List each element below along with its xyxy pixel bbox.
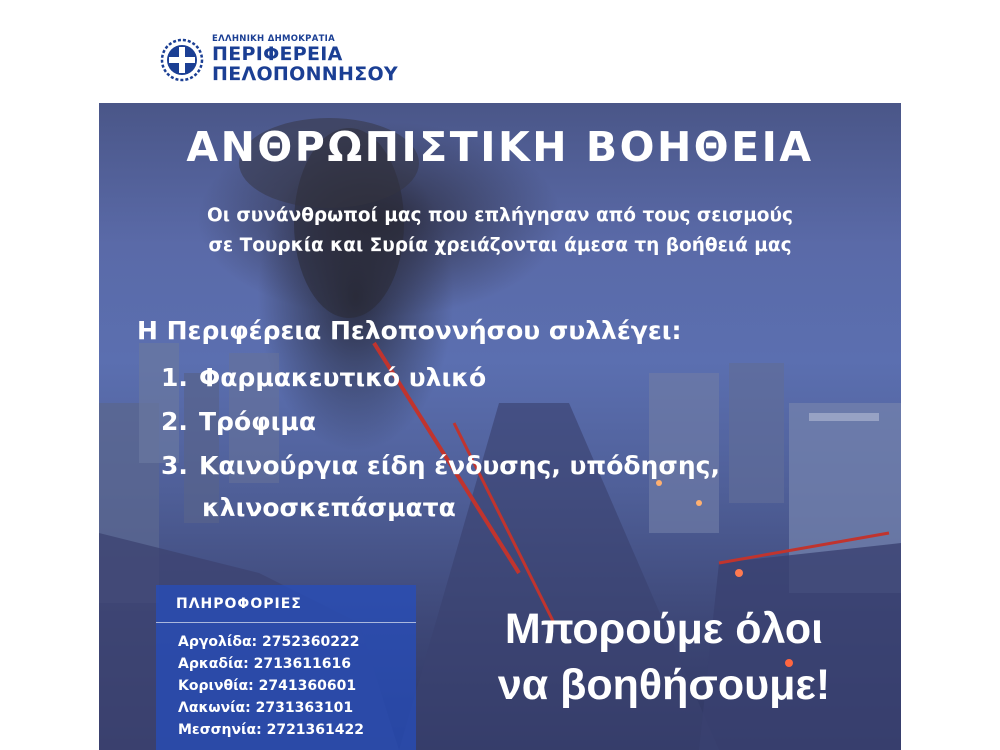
logo-peloponnese-text: ΠΕΛΟΠΟΝΝΗΣΟΥ (212, 63, 398, 86)
list-item (161, 399, 720, 443)
list-item-text: Καινούργια είδη ένδυσης, υπόδησης, (199, 450, 720, 480)
subtitle-line-2: σε Τουρκία και Συρία χρειάζονται άμεσα τη βοήθειά μας (208, 235, 792, 256)
list-item-text: Φαρμακευτικό υλικό (199, 362, 487, 392)
aid-poster (99, 103, 901, 750)
list-item-number: 1. (161, 362, 188, 392)
cta-line-1: Μπορούμε όλοι (504, 605, 824, 653)
subtitle-line-1: Οι συνάνθρωποί μας που επλήγησαν από τους σεισμούς (207, 205, 793, 226)
poster-subtitle (99, 201, 901, 261)
list-item-continuation: κλινοσκεπάσματα (202, 492, 456, 522)
call-to-action (444, 601, 884, 713)
region-logo (160, 33, 398, 86)
contact-messinia: Μεσσηνία: 2721361422 (178, 722, 364, 738)
contact-argolida: Αργολίδα: 2752360222 (178, 634, 360, 650)
contact-lakonia: Λακωνία: 2731363101 (178, 700, 354, 716)
cta-line-2: να βοηθήσουμε! (497, 661, 831, 709)
list-item (161, 443, 720, 487)
poster-title: ΑΝΘΡΩΠΙΣΤΙΚΗ ΒΟΗΘΕΙΑ (186, 123, 814, 171)
list-item-number: 3. (161, 450, 188, 480)
collection-list (161, 355, 720, 527)
list-item-number: 2. (161, 406, 188, 436)
collect-heading: Η Περιφέρεια Πελοποννήσου συλλέγει: (137, 316, 682, 345)
contact-korinthia: Κορινθία: 2741360601 (178, 678, 357, 694)
info-box (156, 585, 416, 750)
greek-emblem-icon (160, 38, 204, 82)
list-item (161, 355, 720, 399)
logo-republic-text: ΕΛΛΗΝΙΚΗ ΔΗΜΟΚΡΑΤΙΑ (212, 33, 336, 44)
info-heading: ΠΛΗΡΟΦΟΡΙΕΣ (156, 585, 416, 623)
logo-region-text: ΠΕΡΙΦΕΡΕΙΑ (212, 43, 343, 66)
contact-arkadia: Αρκαδία: 2713611616 (178, 656, 351, 672)
list-item-text: Τρόφιμα (199, 406, 316, 436)
